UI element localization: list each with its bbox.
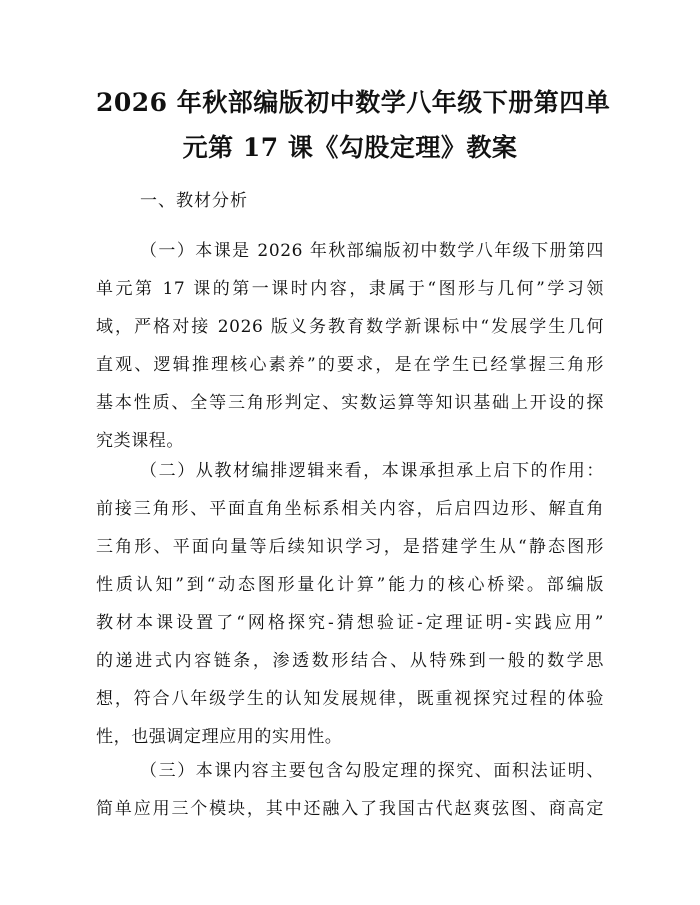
document-title-line-1: 2026 年秋部编版初中数学八年级下册第四单 [96,88,611,117]
paragraph-1 [96,232,604,460]
paragraph-line: （一）本课是 2026 年秋部编版初中数学八年级下册第四 [140,241,604,261]
paragraph-line: 前接三角形、平面直角坐标系相关内容，后启四边形、解直角 [96,499,604,519]
paragraph-2 [96,452,604,756]
paragraph-line: 究类课程。 [96,431,184,451]
paragraph-line: 基本性质、全等三角形判定、实数运算等知识基础上开设的探 [96,393,604,413]
paragraph-line: （三）本课内容主要包含勾股定理的探究、面积法证明、 [140,761,604,781]
paragraph-3 [96,752,604,828]
paragraph-line: 性，也强调定理应用的实用性。 [96,727,343,747]
paragraph-line: 想，符合八年级学生的认知发展规律，既重视探究过程的体验 [96,689,604,709]
paragraph-line: 的递进式内容链条，渗透数形结合、从特殊到一般的数学思 [96,651,604,671]
paragraph-line: 性质认知”到“动态图形量化计算”能力的核心桥梁。部编版 [96,575,604,595]
paragraph-line: 直观、逻辑推理核心素养”的要求，是在学生已经掌握三角形 [96,355,604,375]
paragraph-line: 单元第 17 课的第一课时内容，隶属于“图形与几何”学习领 [96,279,604,299]
paragraph-line: （二）从教材编排逻辑来看，本课承担承上启下的作用： [140,461,604,481]
paragraph-line: 教材本课设置了“网格探究-猜想验证-定理证明-实践应用” [96,613,604,633]
section-heading: 一、教材分析 [140,191,248,211]
paragraph-line: 简单应用三个模块，其中还融入了我国古代赵爽弦图、商高定 [96,799,604,819]
paragraph-line: 域，严格对接 2026 版义务教育数学新课标中“发展学生几何 [96,317,604,337]
paragraph-line: 三角形、平面向量等后续知识学习，是搭建学生从“静态图形 [96,537,604,557]
document-title-line-2: 元第 17 课《勾股定理》教案 [182,133,518,162]
